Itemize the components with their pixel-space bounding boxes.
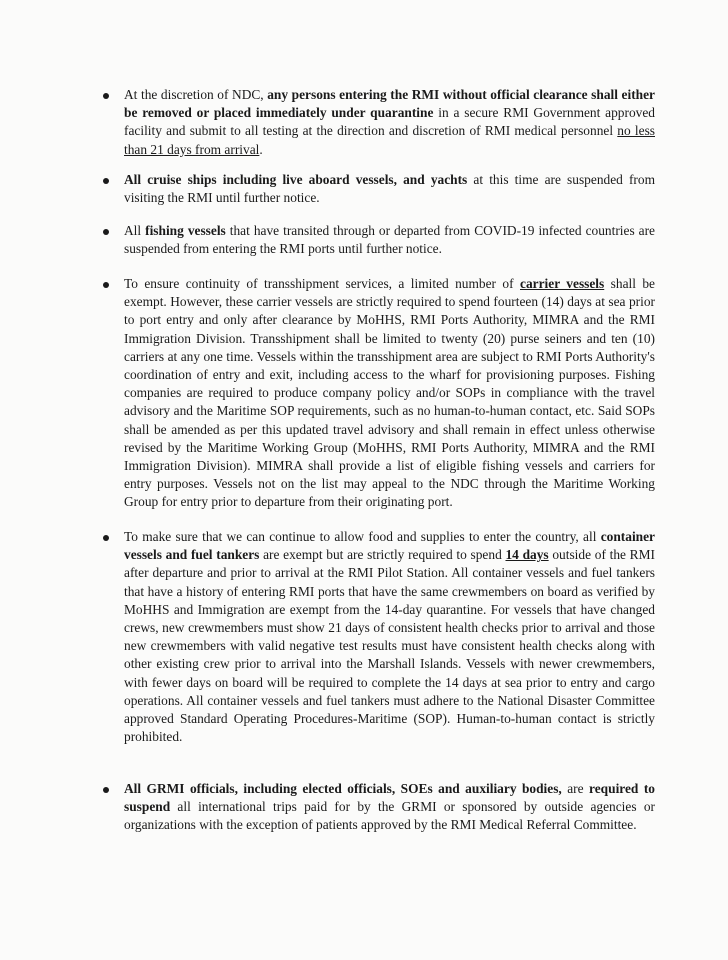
paragraph: All GRMI officials, including elected officials, SOEs and auxiliary bodies, are required to suspend all international trips paid for by the GRMI or sponsored by outside agencies or organizations with the exception of patients approved by the RMI Medical Referral Committee.: [124, 781, 655, 833]
paragraph: All fishing vessels that have transited through or departed from COVID-19 infected countries are suspended from entering the RMI ports until further notice.: [124, 223, 655, 257]
paragraph: At the discretion of NDC, any persons entering the RMI without official clearance shall either be removed or placed immediately under quarantine in a secure RMI Government approved facility and submit to all testing at the direction and discretion of RMI medical personnel no less than 21 days from arrival.: [124, 87, 655, 157]
paragraph: All cruise ships including live aboard vessels, and yachts at this time are suspended from visiting the RMI until further notice.: [124, 172, 655, 206]
bullet-icon: [103, 535, 109, 541]
bullet-icon: [103, 229, 109, 235]
bullet-icon: [103, 282, 109, 288]
bullet-icon: [103, 178, 109, 184]
paragraph: To ensure continuity of transshipment services, a limited number of carrier vessels shall be exempt. However, these carrier vessels are strictly required to spend fourteen (14) days at sea prior to port entry and only after clearance by MoHHS, RMI Ports Authority, MIMRA and the RMI Immigration Division. Transshipment shall be limited to twenty (20) purse seiners and ten (10) carriers at any one time. Vessels within the transshipment area are subject to RMI Ports Authority's coordination of entry and exit, including access to the wharf for provisioning purposes. Fishing companies are required to produce company policy and/or SOPs in compliance with the travel advisory and the Maritime SOP requirements, such as no human-to-human contact, etc. Said SOPs shall be amended as per this updated travel advisory and shall remain in effect unless otherwise revised by the Maritime Working Group (MoHHS, RMI Ports Authority, MIMRA and the RMI Immigration Division). MIMRA shall provide a list of eligible fishing vessels and carriers for entry purposes. Vessels not on the list may appeal to the NDC through the Maritime Working Group for entry prior to departure from their originating port.: [124, 276, 656, 510]
paragraph: To make sure that we can continue to allow food and supplies to enter the country, all container vessels and fuel tankers are exempt but are strictly required to spend 14 days outside of the RMI after departure and prior to arrival at the RMI Pilot Station. All container vessels and fuel tankers that have a history of entering RMI ports that have the same crewmembers on board as verified by MoHHS and Immigration are exempt from the 14-day quarantine. For vessels that have changed crews, new crewmembers must show 21 days of consistent health checks prior to arrival and those new crewmembers with valid negative test results must have consistent health checks along with other existing crew prior to arrival into the Marshall Islands. Vessels with newer crewmembers, with fewer days on board will be required to complete the 14 days at sea prior to entry and cargo operations. All container vessels and fuel tankers must adhere to the National Disaster Committee approved Standard Operating Procedures-Maritime (SOP). Human-to-human contact is strictly prohibited.: [124, 529, 655, 745]
bullet-icon: [103, 787, 109, 793]
bullet-icon: [103, 93, 109, 99]
